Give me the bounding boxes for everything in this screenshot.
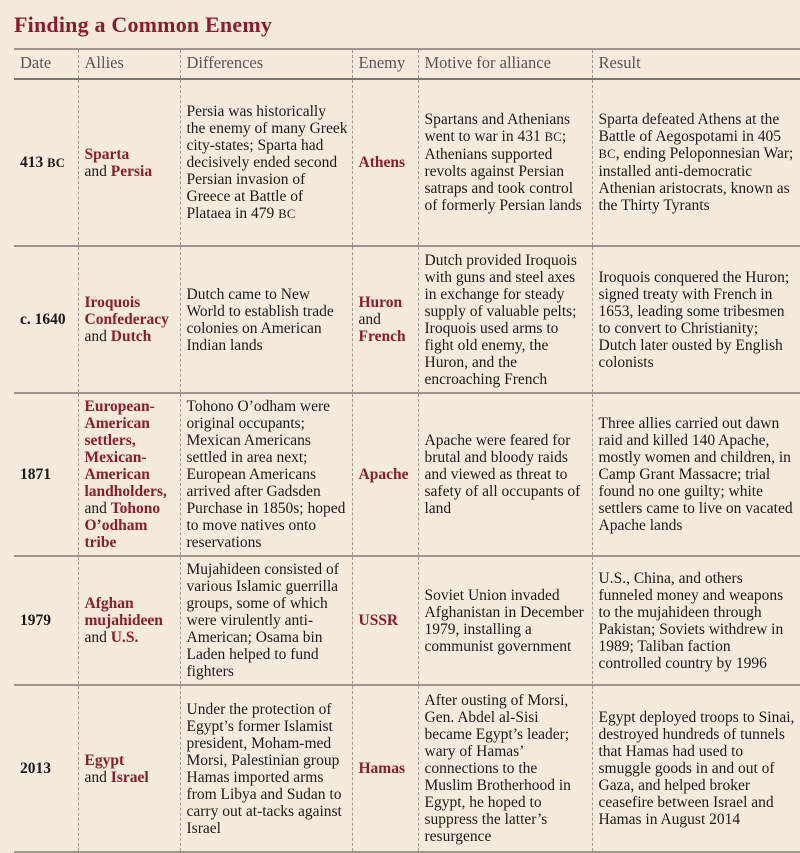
cell-enemy: Huron and French (352, 246, 418, 393)
cell-date: 1979 (14, 556, 78, 685)
header-differences: Differences (180, 49, 352, 79)
cell-enemy: Hamas (352, 685, 418, 852)
cell-enemy: USSR (352, 556, 418, 685)
cell-differences: Tohono O’odham were original occupants; Mexican Americans settled in area next; European Americans arrived after Gadsden Purchase in 1850s; hoped to move natives onto reservations (180, 393, 352, 556)
table-row (14, 393, 800, 556)
table-row (14, 79, 800, 246)
cell-date: 1871 (14, 393, 78, 556)
table-title: Finding a Common Enemy (14, 12, 273, 37)
cell-allies: Egypt and Israel (78, 685, 180, 852)
cell-allies: Sparta and Persia (78, 79, 180, 246)
cell-motive: Dutch provided Iroquois with guns and steel axes in exchange for steady supply of valuable pelts; Iroquois used arms to fight old enemy, the Huron, and the encroaching French (418, 246, 592, 393)
cell-enemy: Athens (352, 79, 418, 246)
table-row (14, 556, 800, 685)
header-motive: Motive for alliance (418, 49, 592, 79)
header-enemy: Enemy (352, 49, 418, 79)
cell-result: Sparta defeated Athens at the Battle of Aegospotami in 405 BC, ending Peloponnesian War; installed anti-democratic Athenian aristocrats, known as the Thirty Tyrants (592, 79, 800, 246)
header-row (14, 49, 800, 79)
header-allies: Allies (78, 49, 180, 79)
cell-allies: Afghan mujahideen and U.S. (78, 556, 180, 685)
table-row (14, 685, 800, 852)
alliances-table (14, 48, 800, 853)
table-row (14, 246, 800, 393)
cell-result: Three allies carried out dawn raid and killed 140 Apache, mostly women and children, in Camp Grant Massacre; trial found no one guilty; white settlers came to live on vacated Apache lands (592, 393, 800, 556)
cell-differences: Under the protection of Egypt’s former Islamist president, Moham-med Morsi, Palestinian group Hamas imported arms from Libya and Sudan to carry out at-tacks against Israel (180, 685, 352, 852)
cell-result: Egypt deployed troops to Sinai, destroyed hundreds of tunnels that Hamas had used to smuggle goods in and out of Gaza, and helped broker ceasefire between Israel and Hamas in August 2014 (592, 685, 800, 852)
cell-date: 413 BC (14, 79, 78, 246)
cell-date: c. 1640 (14, 246, 78, 393)
cell-differences: Persia was historically the enemy of many Greek city-states; Sparta had decisively ended second Persian invasion of Greece at Battle of Plataea in 479 BC (180, 79, 352, 246)
cell-result: Iroquois conquered the Huron; signed treaty with French in 1653, leading some tribesmen to convert to Christianity; Dutch later ousted by English colonists (592, 246, 800, 393)
cell-allies: European-American settlers, Mexican-American landholders, and Tohono O’odham tribe (78, 393, 180, 556)
header-date: Date (14, 49, 78, 79)
cell-differences: Mujahideen consisted of various Islamic guerrilla groups, some of which were virulently anti-American; Osama bin Laden helped to fund fighters (180, 556, 352, 685)
cell-allies: Iroquois Confederacy and Dutch (78, 246, 180, 393)
cell-motive: After ousting of Morsi, Gen. Abdel al-Sisi became Egypt’s leader; wary of Hamas’ connections to the Muslim Brotherhood in Egypt, he hoped to suppress the latter’s resurgence (418, 685, 592, 852)
cell-motive: Soviet Union invaded Afghanistan in December 1979, installing a communist government (418, 556, 592, 685)
cell-differences: Dutch came to New World to establish trade colonies on American Indian lands (180, 246, 352, 393)
header-result: Result (592, 49, 800, 79)
cell-enemy: Apache (352, 393, 418, 556)
cell-result: U.S., China, and others funneled money and weapons to the mujahideen through Pakistan; Soviets withdrew in 1989; Taliban faction controlled country by 1996 (592, 556, 800, 685)
cell-date: 2013 (14, 685, 78, 852)
cell-motive: Apache were feared for brutal and bloody raids and viewed as threat to safety of all occupants of land (418, 393, 592, 556)
cell-motive: Spartans and Athenians went to war in 431 BC; Athenians supported revolts against Persian satraps and took control of formerly Persian lands (418, 79, 592, 246)
